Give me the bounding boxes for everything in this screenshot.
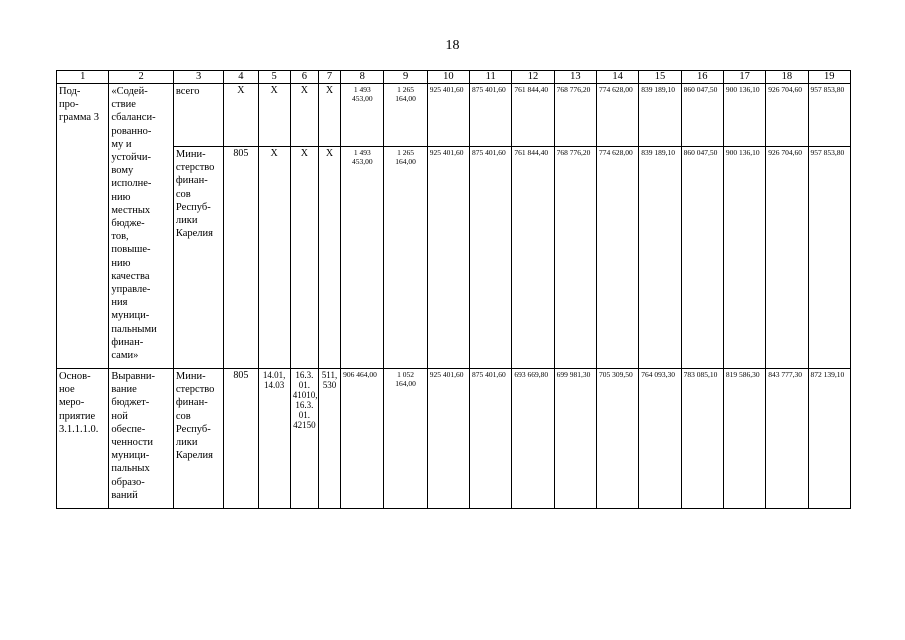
value-cell: 925 401,60 — [427, 147, 469, 369]
value-cell: 875 401,60 — [470, 147, 512, 369]
value-cell: 906 464,00 — [341, 369, 384, 509]
col-header: 1 — [57, 71, 109, 84]
col-header: 17 — [723, 71, 765, 84]
value-cell: 925 401,60 — [427, 369, 469, 509]
col-header: 18 — [766, 71, 808, 84]
page-number: 18 — [445, 38, 460, 53]
value-cell: 774 628,00 — [596, 147, 638, 369]
rzpr-cell: Х — [258, 84, 290, 147]
col-header: 11 — [470, 71, 512, 84]
col-header: 3 — [173, 71, 223, 84]
col-header: 19 — [808, 71, 850, 84]
value-cell: 860 047,50 — [681, 147, 723, 369]
value-cell: 768 776,20 — [554, 84, 596, 147]
col-header: 7 — [318, 71, 340, 84]
value-cell: 839 189,10 — [639, 147, 681, 369]
executor-cell: Мини- стерство финан- сов Респуб- лики Карелия — [173, 147, 223, 369]
value-cell: 900 136,10 — [723, 84, 765, 147]
value-cell: 900 136,10 — [723, 147, 765, 369]
value-cell: 774 628,00 — [596, 84, 638, 147]
csr-cell: 16.3. 01. 41010, 16.3. 01. 42150 — [290, 369, 318, 509]
grbs-cell: 805 — [224, 147, 258, 369]
value-cell: 705 309,50 — [596, 369, 638, 509]
value-cell: 957 853,80 — [808, 84, 850, 147]
value-cell: 839 189,10 — [639, 84, 681, 147]
table-row — [57, 84, 851, 147]
value-cell: 957 853,80 — [808, 147, 850, 369]
col-header: 16 — [681, 71, 723, 84]
value-cell: 761 844,40 — [512, 84, 554, 147]
value-cell: 1 493 453,00 — [341, 84, 384, 147]
value-cell: 819 586,30 — [723, 369, 765, 509]
program-code-cell: Под- про- грамма 3 — [57, 84, 109, 369]
value-cell: 1 052 164,00 — [384, 369, 427, 509]
col-header: 5 — [258, 71, 290, 84]
col-header: 12 — [512, 71, 554, 84]
budget-table — [56, 70, 851, 509]
value-cell: 699 981,30 — [554, 369, 596, 509]
value-cell: 872 139,10 — [808, 369, 850, 509]
value-cell: 761 844,40 — [512, 147, 554, 369]
value-cell: 764 093,30 — [639, 369, 681, 509]
activity-code-cell: Основ- ное меро- приятие 3.1.1.1.0. — [57, 369, 109, 509]
executor-cell: всего — [173, 84, 223, 147]
col-header: 10 — [427, 71, 469, 84]
value-cell: 926 704,60 — [766, 84, 808, 147]
grbs-cell: 805 — [224, 369, 258, 509]
vr-cell: 511, 530 — [318, 369, 340, 509]
csr-cell: Х — [290, 84, 318, 147]
grbs-cell: Х — [224, 84, 258, 147]
value-cell: 875 401,60 — [470, 84, 512, 147]
col-header: 8 — [341, 71, 384, 84]
rzpr-cell: 14.01, 14.03 — [258, 369, 290, 509]
col-header: 14 — [596, 71, 638, 84]
value-cell: 925 401,60 — [427, 84, 469, 147]
value-cell: 1 265 164,00 — [384, 84, 427, 147]
activity-name-cell: Выравни- вание бюджет- ной обеспе- ченности муници- пальных образо- ваний — [109, 369, 173, 509]
value-cell: 875 401,60 — [470, 369, 512, 509]
value-cell: 783 085,10 — [681, 369, 723, 509]
csr-cell: Х — [290, 147, 318, 369]
program-name-cell: «Содей- ствие сбаланси- рованно- му и устойчи- вому исполне- нию местных бюдже- тов, повыше- нию качества управле- ния муници- пальными финан- сами» — [109, 84, 173, 369]
vr-cell: Х — [318, 84, 340, 147]
table-row — [57, 369, 851, 509]
value-cell: 1 265 164,00 — [384, 147, 427, 369]
value-cell: 843 777,30 — [766, 369, 808, 509]
value-cell: 768 776,20 — [554, 147, 596, 369]
col-header: 2 — [109, 71, 173, 84]
col-header: 9 — [384, 71, 427, 84]
col-header: 15 — [639, 71, 681, 84]
col-header: 6 — [290, 71, 318, 84]
table-row — [57, 147, 851, 369]
header-row — [57, 71, 851, 84]
executor-cell: Мини- стерство финан- сов Респуб- лики Карелия — [173, 369, 223, 509]
col-header: 13 — [554, 71, 596, 84]
value-cell: 860 047,50 — [681, 84, 723, 147]
vr-cell: Х — [318, 147, 340, 369]
rzpr-cell: Х — [258, 147, 290, 369]
value-cell: 693 669,80 — [512, 369, 554, 509]
value-cell: 1 493 453,00 — [341, 147, 384, 369]
value-cell: 926 704,60 — [766, 147, 808, 369]
col-header: 4 — [224, 71, 258, 84]
